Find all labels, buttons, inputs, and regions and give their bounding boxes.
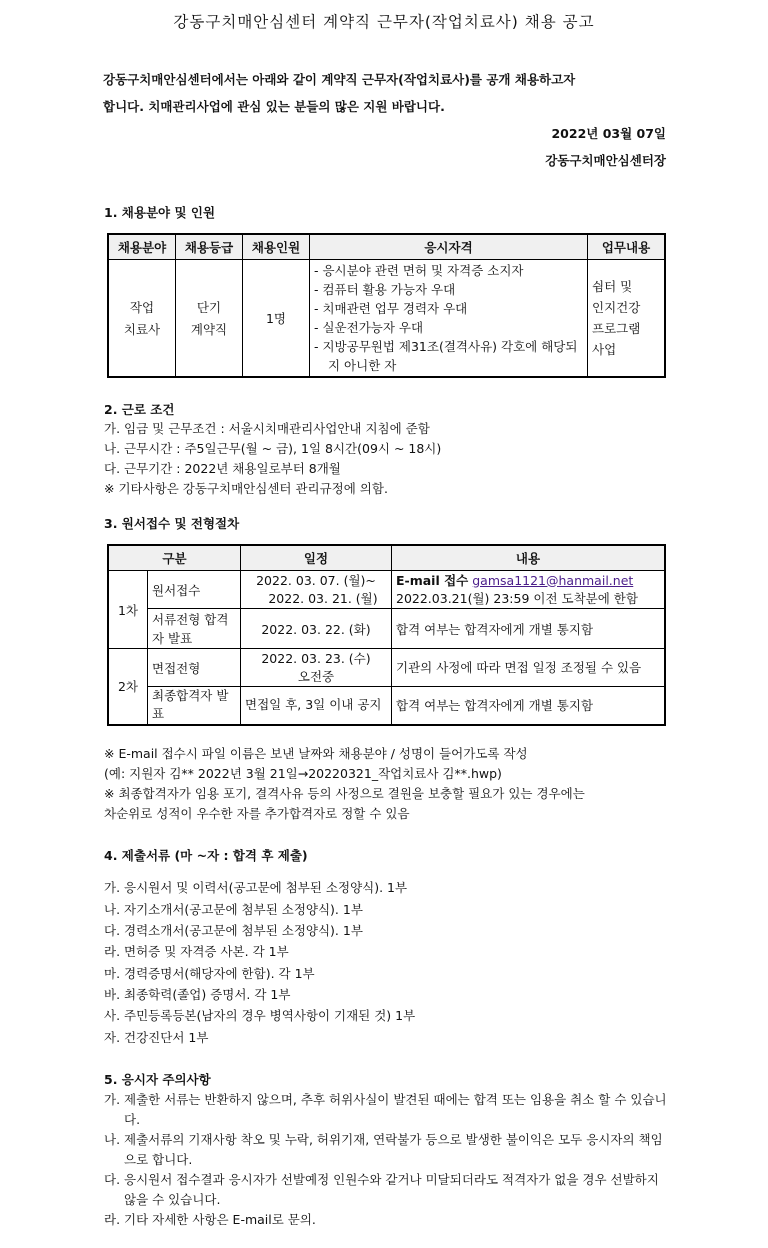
schedule-line: 오전중 <box>297 668 335 684</box>
cell-field <box>108 260 176 378</box>
announcement-date: 2022년 03월 07일 <box>551 126 666 141</box>
section-2-heading: 2. 근로 조건 <box>104 402 175 417</box>
row-schedule <box>241 649 392 687</box>
section-1-heading: 1. 채용분야 및 인원 <box>104 205 216 220</box>
section-5-heading: 5. 응시자 주의사항 <box>104 1072 211 1087</box>
row-content: 합격 여부는 합격자에게 개별 통지함 <box>392 609 666 649</box>
grade-line-2: 계약직 <box>190 322 228 337</box>
document-item: 가. 응시원서 및 이력서(공고문에 첨부된 소정양식). 1부 <box>104 880 408 895</box>
header-qualification: 응시자격 <box>310 234 588 260</box>
header-category: 구분 <box>108 545 241 571</box>
duty-line: 쉼터 및 <box>592 279 633 294</box>
cell-qualifications <box>310 260 588 378</box>
document-item: 자. 건강진단서 1부 <box>104 1030 209 1045</box>
caution-list <box>104 1090 668 1230</box>
qualification-item: - 지방공무원법 제31조(결격사유) 각호에 해당되지 아니한 자 <box>314 339 578 373</box>
note-line: ※ 최종합격자가 임용 포기, 결격사유 등의 사정으로 결원을 보충할 필요가 있는 경우에는 <box>104 786 585 801</box>
header-grade: 채용등급 <box>176 234 243 260</box>
document-item: 나. 자기소개서(공고문에 첨부된 소정양식). 1부 <box>104 902 363 917</box>
section-4-heading: 4. 제출서류 (마 ~자 : 합격 후 제출) <box>104 848 308 863</box>
page-title: 강동구치매안심센터 계약직 근무자(작업치료사) 채용 공고 <box>173 13 595 31</box>
cell-count: 1명 <box>243 260 310 378</box>
caution-item: 다. 응시원서 접수결과 응시자가 선발예정 인원수와 같거나 미달되더라도 적격자가 없을 경우 선발하지 않을 수 있습니다. <box>104 1172 659 1207</box>
document-item: 라. 면허증 및 자격증 사본. 각 1부 <box>104 944 289 959</box>
note-line: (예: 지원자 김** 2022년 3월 21일→20220321_작업치료사 김**.hwp) <box>104 766 502 781</box>
header-content: 내용 <box>392 545 666 571</box>
row-content: 합격 여부는 합격자에게 개별 통지함 <box>392 687 666 725</box>
row-schedule: 2022. 03. 22. (화) <box>241 609 392 649</box>
qualification-item: - 실운전가능자 우대 <box>314 320 424 335</box>
document-item: 다. 경력소개서(공고문에 첨부된 소정양식). 1부 <box>104 923 363 938</box>
work-condition-line: ※ 기타사항은 강동구치매안심센터 관리규정에 의함. <box>104 481 388 496</box>
email-label: E-mail 접수 <box>396 572 469 588</box>
intro-line-1: 강동구치매안심센터에서는 아래와 같이 계약직 근무자(작업치료사)를 공개 채용하고자 <box>103 72 576 87</box>
work-condition-line: 나. 근무시간 : 주5일근무(월 ~ 금), 1일 8시간(09시 ~ 18시) <box>104 441 442 456</box>
note-line: ※ E-mail 접수시 파일 이름은 보낸 날짜와 채용분야 / 성명이 들어가도록 작성 <box>104 746 528 761</box>
row-schedule <box>241 571 392 609</box>
row-name: 면접전형 <box>148 649 241 687</box>
caution-item: 나. 제출서류의 기재사항 착오 및 누락, 허위기재, 연락불가 등으로 발생한 불이익은 모두 응시자의 책임으로 합니다. <box>104 1132 663 1167</box>
row-content <box>392 571 666 609</box>
email-link[interactable]: gamsa1121@hanmail.net <box>472 572 634 588</box>
document-item: 바. 최종학력(졸업) 증명서. 각 1부 <box>104 987 291 1002</box>
qualification-item: - 치매관련 업무 경력자 우대 <box>314 301 468 316</box>
stage-2-label: 2차 <box>108 649 148 725</box>
recruitment-table <box>107 233 666 378</box>
header-count: 채용인원 <box>243 234 310 260</box>
section-3-heading: 3. 원서접수 및 전형절차 <box>104 516 240 531</box>
schedule-line: 2022. 03. 21. (월) <box>268 590 378 606</box>
qualification-item: - 응시분야 관련 면허 및 자격증 소지자 <box>314 263 524 278</box>
field-line-2: 치료사 <box>123 322 161 337</box>
duty-line: 프로그램 <box>592 321 641 336</box>
document-item: 사. 주민등록등본(남자의 경우 병역사항이 기재된 것) 1부 <box>104 1008 416 1023</box>
field-line-1: 작업 <box>129 300 155 315</box>
qualification-item: - 컴퓨터 활용 가능자 우대 <box>314 282 456 297</box>
schedule-line: 2022. 03. 23. (수) <box>261 650 371 666</box>
duty-line: 인지건강 <box>592 300 641 315</box>
cell-duties <box>588 260 666 378</box>
row-name: 최종합격자 발표 <box>148 687 241 725</box>
caution-item: 라. 기타 자세한 사항은 E-mail로 문의. <box>104 1212 316 1227</box>
header-duties: 업무내용 <box>588 234 666 260</box>
document-item: 마. 경력증명서(해당자에 한함). 각 1부 <box>104 966 315 981</box>
header-field: 채용분야 <box>108 234 176 260</box>
cell-grade <box>176 260 243 378</box>
row-content: 기관의 사정에 따라 면접 일정 조정될 수 있음 <box>392 649 666 687</box>
header-schedule: 일정 <box>241 545 392 571</box>
grade-line-1: 단기 <box>196 300 222 315</box>
duty-line: 사업 <box>592 342 617 357</box>
row-name: 원서접수 <box>148 571 241 609</box>
stage-1-label: 1차 <box>108 571 148 649</box>
procedure-table <box>107 544 666 726</box>
intro-line-2: 합니다. 치매관리사업에 관심 있는 분들의 많은 지원 바랍니다. <box>103 99 445 114</box>
issuer-name: 강동구치매안심센터장 <box>545 153 666 168</box>
row-name: 서류전형 합격자 발표 <box>148 609 241 649</box>
schedule-line: 2022. 03. 07. (월)~ <box>256 572 376 588</box>
work-condition-line: 다. 근무기간 : 2022년 채용일로부터 8개월 <box>104 461 341 476</box>
note-line: 차순위로 성적이 우수한 자를 추가합격자로 정할 수 있음 <box>104 806 410 821</box>
caution-item: 가. 제출한 서류는 반환하지 않으며, 추후 허위사실이 발견된 때에는 합격 또는 임용을 취소 할 수 있습니다. <box>104 1092 667 1127</box>
row-schedule: 면접일 후, 3일 이내 공지 <box>241 687 392 725</box>
work-condition-line: 가. 임금 및 근무조건 : 서울시치매관리사업안내 지침에 준함 <box>104 421 430 436</box>
content-line: 2022.03.21(월) 23:59 이전 도착분에 한함 <box>396 590 638 606</box>
